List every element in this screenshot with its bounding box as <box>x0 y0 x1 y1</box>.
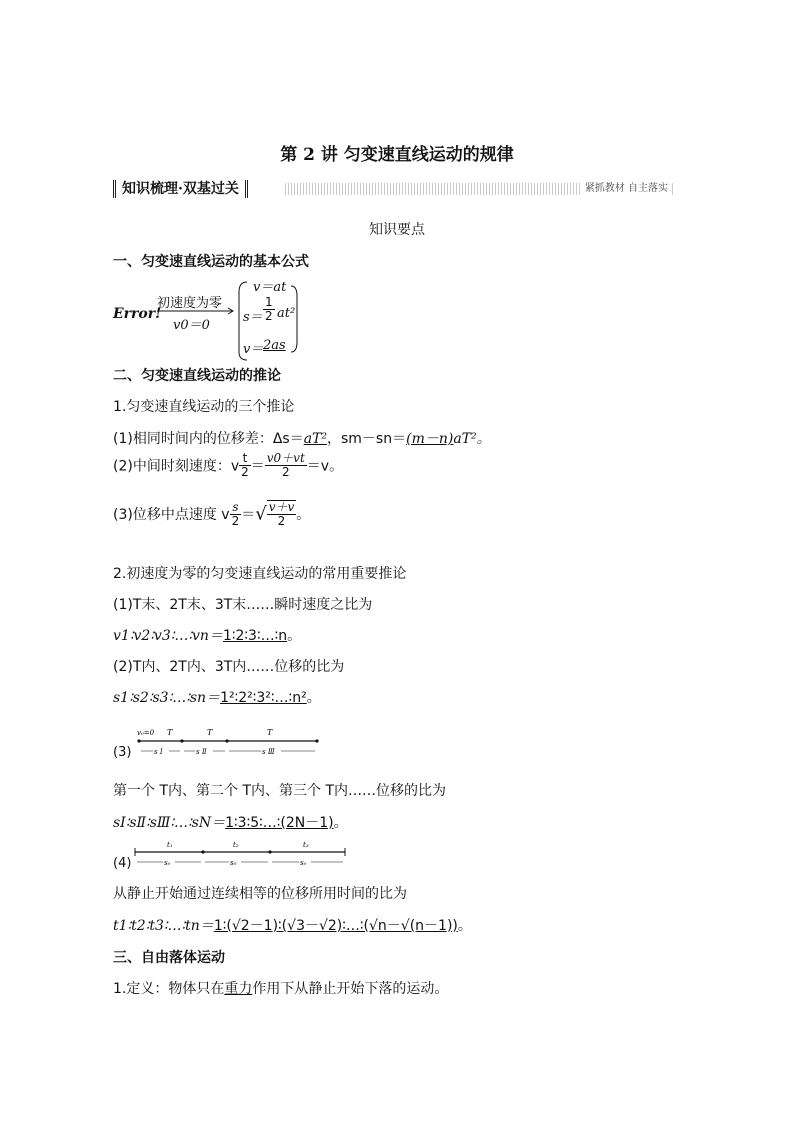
heading-free-fall: 三、自由落体运动 <box>113 950 225 966</box>
frac-den: 2 <box>265 309 273 323</box>
d3-t2: T <box>207 728 213 737</box>
d4-s1: s₀ <box>164 859 171 867</box>
ratio-displacement: s1∶s2∶s3∶…∶sn＝1²∶2²∶3²∶…∶n²。 <box>113 690 321 706</box>
banner-right-label: 紧抓教材 自主落实 <box>582 181 671 196</box>
diagram-4-svg <box>133 840 353 874</box>
d4-s2: s₀ <box>230 859 237 867</box>
ratio-odd: sⅠ∶sⅡ∶sⅢ∶…∶sN＝1∶3∶5∶…∶(2N－1)。 <box>113 815 348 831</box>
eq-square-left: v＝ <box>243 342 264 357</box>
d3-s1: s Ⅰ <box>154 748 163 756</box>
equal-displacement-heading: 从静止开始通过连续相等的位移所用时间的比为 <box>113 886 407 902</box>
heading-basic-formulas: 一、匀变速直线运动的基本公式 <box>113 254 309 270</box>
eq-displacement-frac <box>263 296 275 323</box>
eq-displacement-left: s＝ <box>243 310 263 325</box>
inference-3: (3)位移中点速度 v $\frac{s}{2}$ ＝√ $\frac{v+v}{2}$ 。 <box>113 499 311 528</box>
section-title: 知识要点 <box>369 222 425 238</box>
diagram-equal-time: (3) v₀=0 T T T s Ⅰ s Ⅱ s Ⅲ <box>113 725 333 765</box>
ratio-velocity-heading: (1)T末、2T末、3T末……瞬时速度之比为 <box>113 597 373 613</box>
d4-s3: s₀ <box>300 859 307 867</box>
heading-inferences: 二、匀变速直线运动的推论 <box>113 368 281 384</box>
d4-t3: t₃ <box>303 841 309 849</box>
frac-num: 1 <box>265 295 273 309</box>
ratio-time: t1∶t2∶t3∶…∶tn＝1∶(√2－1)∶(√3－√2)∶…∶(√n－√(n－1))。 <box>113 918 472 934</box>
d3-t1: T <box>167 728 173 737</box>
d3-s2: s Ⅱ <box>196 748 207 756</box>
error-text: Error! <box>113 306 162 322</box>
ratio-displacement-heading: (2)T内、2T内、3T内……位移的比为 <box>113 659 345 675</box>
condition-top: 初速度为零 <box>157 296 223 311</box>
sqrt-sign: √ <box>255 503 267 525</box>
equal-time-heading: 第一个 T内、第二个 T内、第三个 T内……位移的比为 <box>113 783 447 799</box>
page-title: 第 2 讲 匀变速直线运动的规律 <box>280 145 514 165</box>
diagram-equal-displacement: (4) t₁ t₂ t₃ s₀ s₀ s₀ <box>113 840 353 876</box>
d3-s3: s Ⅲ <box>262 748 275 756</box>
sub-three-inferences: 1.匀变速直线运动的三个推论 <box>113 399 295 415</box>
inference-2: (2)中间时刻速度：v $\frac{t}{2}$ ＝ $\frac{v0+vt}{2}$ ＝v。 <box>113 451 344 479</box>
d3-v0: v₀=0 <box>137 729 155 737</box>
d4-t2: t₂ <box>233 841 239 849</box>
section-banner <box>113 180 675 198</box>
inference-1: (1)相同时间内的位移差：Δs＝aT²，sm－sn＝(m－n)aT²。 <box>113 431 491 447</box>
ratio-velocity: v1∶v2∶v3∶…∶vn＝1∶2∶3∶…∶n。 <box>113 628 302 644</box>
sub-important-inferences: 2.初速度为零的匀变速直线运动的常用重要推论 <box>113 566 407 582</box>
diagram-3-svg <box>137 725 337 761</box>
condition-bottom: v0＝0 <box>173 318 210 333</box>
eq-square-right: 2as <box>263 338 286 353</box>
free-fall-definition: 1.定义：物体只在重力作用下从静止开始下落的运动。 <box>113 981 449 997</box>
banner-left-label: 知识梳理·双基过关 <box>113 180 248 198</box>
basic-formula-block <box>113 276 313 362</box>
d4-t1: t₁ <box>167 841 173 849</box>
d3-t3: T <box>267 728 273 737</box>
eq-displacement-right: at² <box>277 306 296 321</box>
eq-velocity: v＝at <box>253 280 287 295</box>
